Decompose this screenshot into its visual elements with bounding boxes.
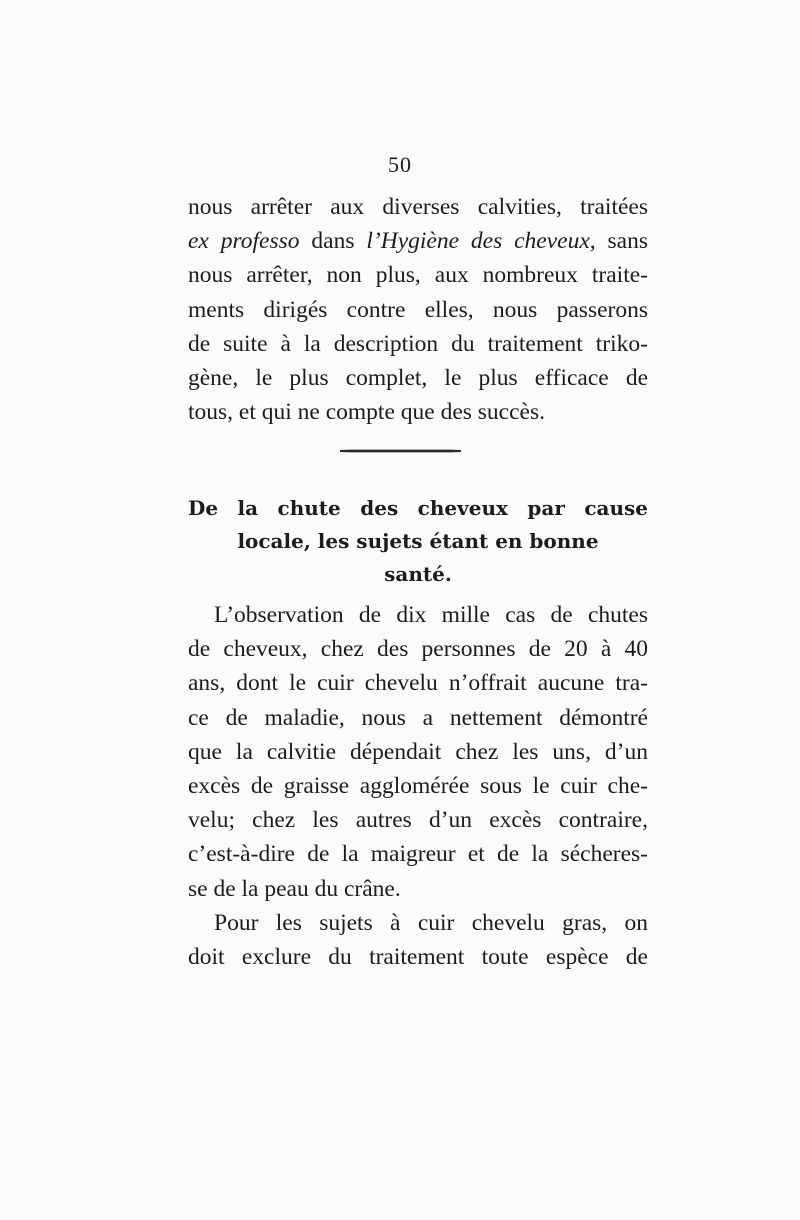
- heading-line: santé.: [384, 562, 452, 586]
- text-line: nous arrêter aux diverses calvities, traitées: [188, 194, 648, 220]
- text-line: c’est-à-dire de la maigreur et de la sécheres-: [188, 841, 648, 868]
- text-fragment: dans: [299, 228, 367, 255]
- text-line: de suite à la description du traitement triko-: [188, 330, 648, 357]
- text-line: tous, et qui ne compte que des succès.: [188, 399, 545, 426]
- text-line: nous arrêter, non plus, aux nombreux traite-: [188, 262, 648, 289]
- text-line: excès de graisse agglomérée sous le cuir che-: [188, 772, 648, 799]
- text-line: ments dirigés contre elles, nous passerons: [188, 296, 648, 323]
- text-line: se de la peau du crâne.: [188, 875, 401, 902]
- text-line: de cheveux, chez des personnes de 20 à 40: [188, 636, 648, 663]
- intro-paragraph: [188, 190, 648, 429]
- text-line: velu; chez les autres d’un excès contraire,: [188, 807, 648, 834]
- text-line: que la calvitie dépendait chez les uns, d’un: [188, 738, 648, 765]
- page-number: 50: [388, 152, 412, 177]
- section-heading: [188, 492, 648, 591]
- body-paragraph: [188, 598, 648, 974]
- text-line: doit exclure du traitement toute espèce de: [188, 943, 648, 970]
- text-line: gène, le plus complet, le plus efficace de: [188, 364, 648, 391]
- italic-phrase: ex professo: [188, 228, 300, 255]
- section-divider: [340, 450, 461, 452]
- text-line: Pour les sujets à cuir chevelu gras, on: [214, 909, 648, 936]
- text-line: L’observation de dix mille cas de chutes: [214, 602, 648, 628]
- heading-line: locale, les sujets étant en bonne: [237, 529, 599, 553]
- book-title-reference: l’Hygiène des cheveux: [366, 228, 590, 255]
- heading-line: De la chute des cheveux par cause: [188, 496, 648, 520]
- text-line: ce de maladie, nous a nettement démontré: [188, 704, 648, 731]
- text-line: ans, dont le cuir chevelu n’offrait aucune tra-: [188, 670, 648, 697]
- text-line: [188, 224, 648, 258]
- text-fragment: , sans: [589, 228, 648, 255]
